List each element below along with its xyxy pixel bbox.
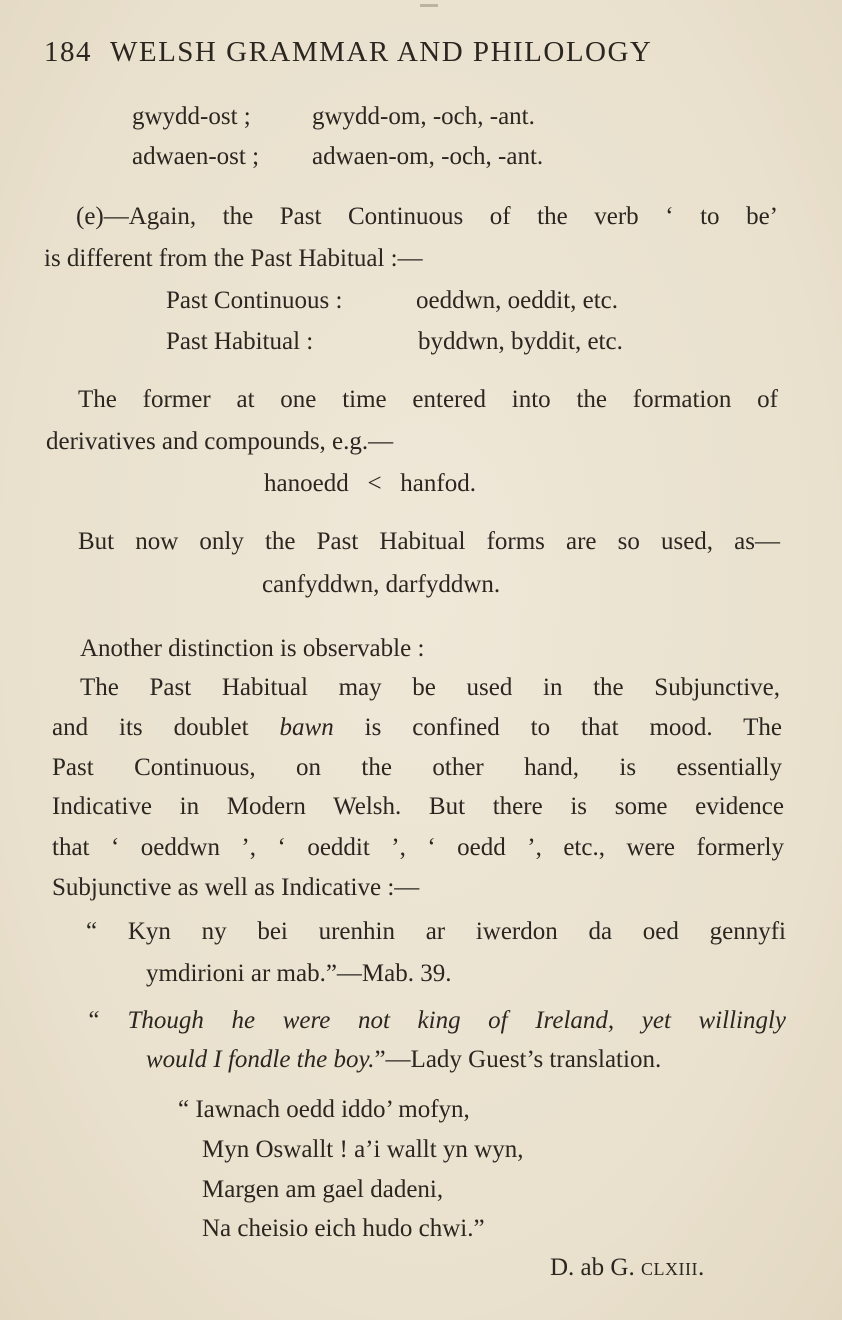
welsh-quote-line-2: ymdirioni ar mab.”—Mab. 39.	[146, 960, 452, 987]
tense-forms: oeddwn, oeddit, etc.	[416, 287, 619, 314]
running-title: WELSH GRAMMAR AND PHILOLOGY	[110, 36, 653, 68]
tense-forms: byddwn, byddit, etc.	[418, 328, 623, 355]
page-top-mark	[420, 4, 438, 7]
para-e-line-2: is different from the Past Habitual :—	[44, 245, 423, 272]
para-distinction-line-4: Past Continuous, on the other hand, is essentially	[52, 754, 782, 781]
word-bawn: bawn	[279, 714, 334, 741]
para-former-line-2: derivatives and compounds, e.g.—	[46, 428, 394, 455]
para-distinction-line-2: The Past Habitual may be used in the Subjunctive,	[80, 674, 780, 701]
para-former-line-1: The former at one time entered into the formation of	[78, 386, 778, 413]
para-now-line-1: But now only the Past Habitual forms are so used, as—	[78, 528, 780, 555]
page-number: 184	[44, 36, 92, 68]
form-line-2	[132, 141, 259, 173]
poem-attribution	[550, 1252, 705, 1284]
line3-end: is confined to that mood. The	[333, 714, 782, 741]
para-distinction-line-5: Indicative in Modern Welsh. But there is some evidence	[52, 793, 784, 820]
tense-row-continuous-forms	[416, 285, 618, 317]
para-distinction-line-1: Another distinction is observable :	[80, 635, 425, 662]
tense-row-habitual	[166, 326, 313, 358]
para-distinction-line-3	[52, 712, 782, 744]
para-e-line-1: (e)—Again, the Past Continuous of the verb ‘ to be’	[76, 203, 778, 230]
attribution-author: D. ab G.	[550, 1254, 641, 1281]
para-distinction-line-6: that ‘ oeddwn ’, ‘ oeddit ’, ‘ oedd ’, etc., were formerly	[52, 834, 784, 861]
form-plural: gwydd-om, -och, -ant.	[312, 103, 535, 130]
attribution-number: clxiii.	[640, 1254, 705, 1281]
welsh-quote-line-1: “ Kyn ny bei urenhin ar iwerdon da oed gennyfi	[86, 918, 786, 945]
poem-line-1: “ Iawnach oedd iddo’ mofyn,	[178, 1096, 470, 1123]
tense-row-continuous	[166, 285, 342, 317]
form-singular: adwaen-ost ;	[132, 143, 260, 170]
english-quote-italic: would I fondle the boy.	[146, 1046, 375, 1073]
example-hanoedd: hanoedd < hanfod.	[264, 470, 476, 497]
example-canfyddwn: canfyddwn, darfyddwn.	[262, 571, 501, 598]
running-header	[44, 36, 764, 69]
para-distinction-line-7: Subjunctive as well as Indicative :—	[52, 874, 420, 901]
line3-start: and its doublet	[52, 714, 280, 741]
tense-label: Past Continuous :	[166, 287, 343, 314]
english-quote-source: ”—Lady Guest’s translation.	[374, 1046, 662, 1073]
form-line-2-plural	[312, 141, 543, 173]
tense-row-habitual-forms	[418, 326, 623, 358]
english-quote-line-2	[146, 1044, 661, 1076]
form-singular: gwydd-ost ;	[132, 103, 251, 130]
form-line-1	[132, 101, 251, 133]
poem-line-3: Margen am gael dadeni,	[202, 1176, 444, 1203]
form-line-1-plural	[312, 101, 535, 133]
poem-line-2: Myn Oswallt ! a’i wallt yn wyn,	[202, 1136, 524, 1163]
form-plural: adwaen-om, -och, -ant.	[312, 143, 544, 170]
english-quote-line-1: “ Though he were not king of Ireland, yet willingly	[86, 1007, 786, 1034]
poem-line-4: Na cheisio eich hudo chwi.”	[202, 1215, 485, 1242]
tense-label: Past Habitual :	[166, 328, 314, 355]
